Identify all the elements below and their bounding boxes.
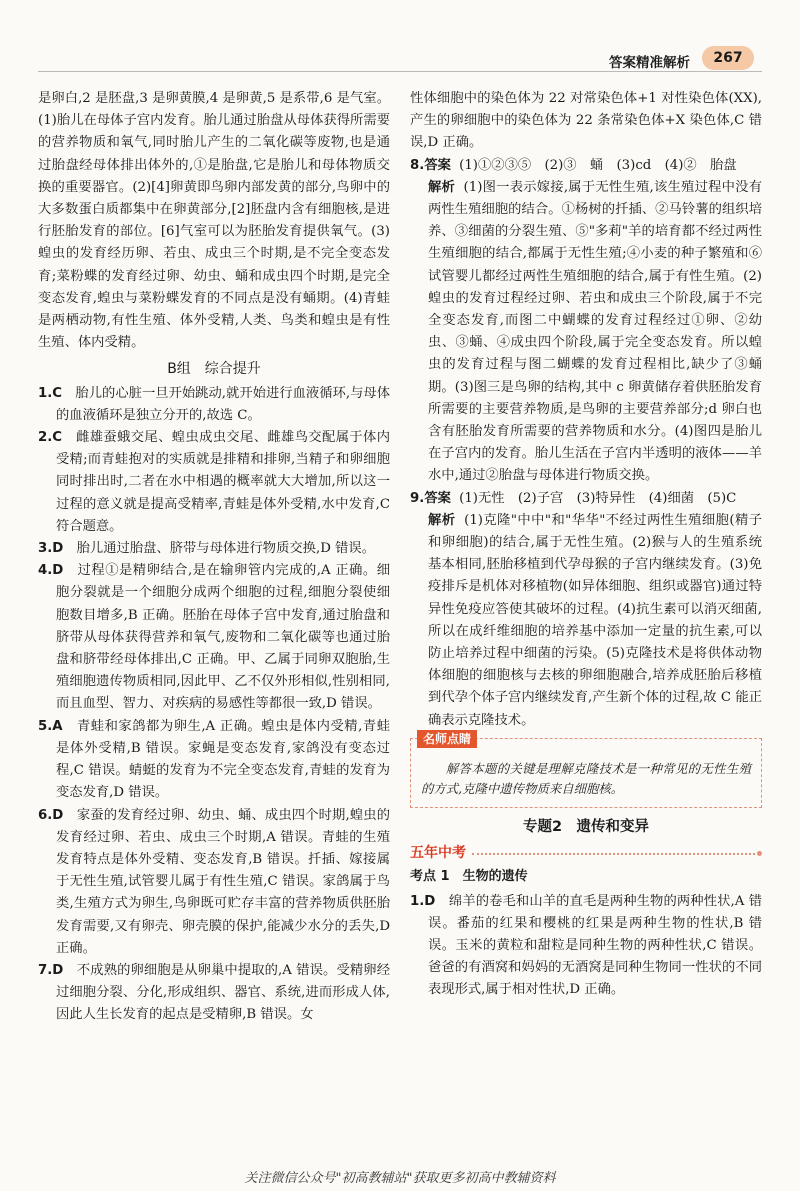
answer-item <box>38 805 390 960</box>
item-number: 7.D <box>38 962 64 978</box>
item-number: 4.D <box>38 563 64 579</box>
teacher-tip-text: 解答本题的关键是理解克隆技术是一种常见的无性生殖的方式,克隆中遗传物质来自细胞核。 <box>421 760 751 796</box>
item-text: 家蚕的发育经过卵、幼虫、蛹、成虫四个时期,蝗虫的发育经过卵、若虫、成虫三个时期,A 错误。青蛙的生殖发育特点是体外受精、变态发育,B 错误。扦插、嫁接属于无性生殖,试管婴儿属于有性生殖,C 错误。家鸽属于鸟类,生殖方式为卵生,鸟卵既可贮存丰富的营养物质供胚胎发育需要,又有卵壳、卵壳膜的保护,能减少水分的丢失,D 正确。 <box>56 807 390 956</box>
item-text: 绵羊的卷毛和山羊的直毛是两种生物的两种性状,A 错误。番茄的红果和樱桃的红果是两种生物的性状,B 错误。玉米的黄粒和甜粒是同种生物的两种性状,C 错误。爸爸的有酒窝和妈妈的无酒窝是同种生物同一性状的不同表现形式,属于相对性状,D 正确。 <box>428 893 762 998</box>
analysis-label: 解析 <box>428 179 456 195</box>
answer-item <box>410 891 762 1002</box>
analysis-label: 解析 <box>428 512 456 528</box>
left-column <box>38 88 390 1027</box>
item-number: 2.C <box>38 430 63 446</box>
section-end-dot <box>757 851 762 856</box>
answer-item <box>38 383 390 427</box>
item-number: 1.C <box>38 385 63 401</box>
topic-title: 专题2 遗传和变异 <box>522 818 650 835</box>
intro-paragraph: 是卵白,2 是胚盘,3 是卵黄膜,4 是卵黄,5 是系带,6 是气室。(1)胎儿在母体子宫内发育。胎儿通过胎盘从母体获得所需要的营养物质和氧气,同时胎儿产生的二氧化碳等废物,也是通过胎盘经母体排出体外的,①是胎盘,它是胎儿和母体物质交换的重要器官。(2)[4]卵黄即鸟卵内部发黄的部分,鸟卵中的大多数蛋白质都集中在卵黄部分,[2]胚盘内含有细胞核,是进行胚胎发育的部位。[6]气室可以为胚胎发育提供氧气。(3)蝗虫的发育经历卵、若虫、成虫三个时期,是不完全变态发育;菜粉蝶的发育经过卵、幼虫、蛹和成虫四个时期,是完全变态发育,蝗虫与菜粉蝶发育的不同点是没有蛹期。(4)青蛙是两栖动物,有性生殖、体外受精,人类、鸟类和蝗虫是有性生殖、体内受精。 <box>38 91 390 351</box>
answer-label: 答案 <box>424 490 451 506</box>
point-title: 考点 1 生物的遗传 <box>410 869 528 885</box>
answer-item <box>38 716 390 805</box>
analysis-text: (1)克隆"中中"和"华华"不经过两性生殖细胞(精子和卵细胞)的结合,属于无性生殖。(2)猴与人的生殖系统基本相同,胚胎移植到代孕母猴的子宫内继续发育。(3)免疫排斥是机体对移植物(如异体细胞、组织或器官)通过特异性免疫应答使其破坏的过程。(4)抗生素可以消灭细菌,所以在成纤维细胞的培养基中添加一定量的抗生素,可以防止培养过程中细菌的污染。(5)克隆技术是将供体动物体细胞的细胞核与去核的卵细胞融合,培养成胚胎后移植到代孕个体子宫内继续发育,产生新个体的过程,故 C 能正确表示克隆技术。 <box>428 512 762 728</box>
q9-analysis <box>410 510 762 732</box>
analysis-text: (1)图一表示嫁接,属于无性生殖,该生殖过程中没有两性生殖细胞的结合。①杨树的扦插、②马铃薯的组织培养、③细菌的分裂生殖、⑤"多莉"羊的培育都不经过两性生殖细胞的结合,都属于无性生殖;④小麦的种子繁殖和⑥试管婴儿都经过两性生殖细胞的结合,属于有性生殖。(2)蝗虫的发育过程经过卵、若虫和成虫三个阶段,属于不完全变态发育,而图二中蝴蝶的发育过程经过①卵、②幼虫、③蛹、④成虫四个阶段,属于完全变态发育。所以蝗虫的发育过程与图二蝴蝶的发育过程相比,缺少了③蛹期。(3)图三是鸟卵的结构,其中 c 卵黄储存着供胚胎发育所需要的主要营养物质,是鸟卵的主要营养部分;d 卵白也含有胚胎发育所需要的营养物质和水分。(4)图四是胎儿在子宫内的发育。胎儿生活在子宫内半透明的液体——羊水中,通过②胎盘与母体进行物质交换。 <box>428 179 762 484</box>
q8-answer <box>410 155 762 177</box>
item-text: 胎儿通过胎盘、脐带与母体进行物质交换,D 错误。 <box>76 541 375 557</box>
item-text: 雌雄蚕蛾交尾、蝗虫成虫交尾、雌雄鸟交配属于体内受精;而青蛙抱对的实质就是排精和排卵,当精子和卵细胞同时排出时,二者在水中相遇的概率就大大增加,所以这一过程的意义就是提高受精率,青蛙是体外受精,水中发育,C 符合题意。 <box>56 430 390 534</box>
answer-label: 答案 <box>424 157 451 173</box>
group-title: B组 综合提升 <box>167 361 261 378</box>
answer-item <box>38 560 390 715</box>
footer-watermark-text: 关注微信公众号"初高教辅站"获取更多初高中教辅资料 <box>244 1171 556 1186</box>
item-number: 3.D <box>38 541 64 557</box>
header-divider <box>38 71 762 72</box>
item-text: 过程①是精卵结合,是在输卵管内完成的,A 正确。细胞分裂就是一个细胞分成两个细胞的过程,细胞分裂使细胞数目增多,B 正确。胚胎在母体子宫中发育,通过胎盘和脐带从母体获得营养和氧气,废物和二氧化碳等也通过胎盘和脐带经母体排出,C 正确。甲、乙属于同卵双胞胎,生殖细胞遗传物质相同,因此甲、乙不仅外形相似,性别相同,而且血型、智力、对疾病的易感性等都很一致,D 错误。 <box>56 563 390 712</box>
answer-item <box>38 538 390 560</box>
answer-text: (1)无性 (2)子宫 (3)特异性 (4)细菌 (5)C <box>459 490 737 506</box>
item-text: 胎儿的心脏一旦开始跳动,就开始进行血液循环,与母体的血液循环是独立分开的,故选 C。 <box>56 385 391 423</box>
right-column <box>410 88 762 1002</box>
item-text: 青蛙和家鸽都为卵生,A 正确。蝗虫是体内受精,青蛙是体外受精,B 错误。家蝇是变态发育,家鸽没有变态过程,C 错误。蜻蜓的发育为不完全变态发育,青蛙的发育为变态发育,D 错误。 <box>56 718 390 801</box>
teacher-tip-box <box>410 731 762 808</box>
answer-item <box>38 427 390 538</box>
answer-text: (1)①②③⑤ (2)③ 蛹 (3)cd (4)② 胎盘 <box>459 157 737 173</box>
item-number: 5.A <box>38 718 63 734</box>
teacher-tip-label: 名师点睛 <box>417 730 477 748</box>
section-header <box>410 842 762 864</box>
item-number: 1.D <box>410 893 436 909</box>
answer-item <box>38 960 390 1027</box>
item-text: 不成熟的卵细胞是从卵巢中提取的,A 错误。受精卵经过细胞分裂、分化,形成组织、器官、系统,进而形成人体,因此人生长发育的起点是受精卵,B 错误。女 <box>56 962 390 1023</box>
q8-analysis <box>410 177 762 488</box>
q9-answer <box>410 488 762 510</box>
section-dotted-rule <box>472 852 755 855</box>
section-label: 五年中考 <box>410 845 466 862</box>
item-number: 6.D <box>38 807 64 823</box>
continuation-paragraph: 性体细胞中的染色体为 22 对常染色体+1 对性染色体(XX),产生的卵细胞中的染色体为 22 条常染色体+X 染色体,C 错误,D 正确。 <box>410 91 762 151</box>
running-header-title: 答案精准解析 <box>609 55 690 71</box>
page-number-badge: 267 <box>702 46 754 70</box>
item-number: 9. <box>410 490 425 506</box>
item-number: 8. <box>410 157 425 173</box>
